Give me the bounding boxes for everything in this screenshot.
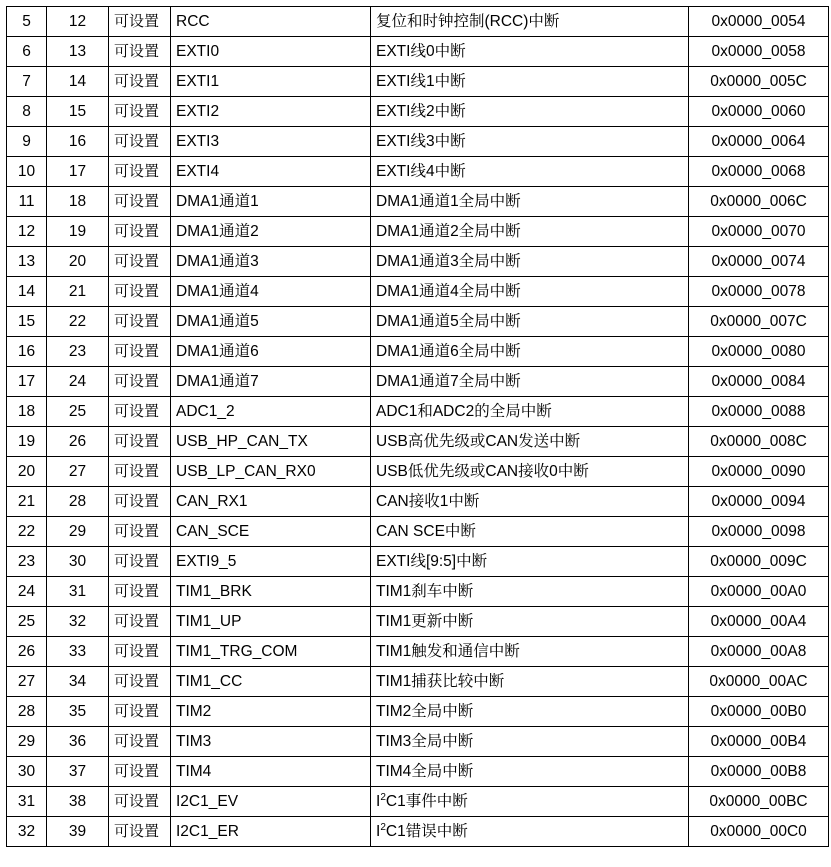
position-cell: 6 xyxy=(7,37,47,67)
priority-type-cell: 可设置 xyxy=(109,7,171,37)
priority-cell: 19 xyxy=(47,217,109,247)
description-superscript: 2 xyxy=(380,821,386,833)
priority-cell: 31 xyxy=(47,577,109,607)
table-row xyxy=(7,697,829,727)
priority-cell: 30 xyxy=(47,547,109,577)
priority-cell: 28 xyxy=(47,487,109,517)
priority-cell: 37 xyxy=(47,757,109,787)
position-cell: 30 xyxy=(7,757,47,787)
position-cell: 19 xyxy=(7,427,47,457)
description-cell xyxy=(371,817,689,847)
position-cell: 28 xyxy=(7,697,47,727)
vector-name-cell: TIM1_TRG_COM xyxy=(171,637,371,667)
vector-name-cell: TIM1_BRK xyxy=(171,577,371,607)
table-row xyxy=(7,337,829,367)
table-row xyxy=(7,547,829,577)
description-cell: TIM1捕获比较中断 xyxy=(371,667,689,697)
position-cell: 17 xyxy=(7,367,47,397)
position-cell: 22 xyxy=(7,517,47,547)
address-cell: 0x0000_0068 xyxy=(689,157,829,187)
address-cell: 0x0000_006C xyxy=(689,187,829,217)
address-cell: 0x0000_0074 xyxy=(689,247,829,277)
description-cell: DMA1通道3全局中断 xyxy=(371,247,689,277)
priority-type-cell: 可设置 xyxy=(109,757,171,787)
description-cell: DMA1通道6全局中断 xyxy=(371,337,689,367)
priority-cell: 34 xyxy=(47,667,109,697)
position-cell: 16 xyxy=(7,337,47,367)
address-cell: 0x0000_008C xyxy=(689,427,829,457)
vector-name-cell: ADC1_2 xyxy=(171,397,371,427)
description-superscript: 2 xyxy=(380,791,386,803)
priority-type-cell: 可设置 xyxy=(109,37,171,67)
position-cell: 8 xyxy=(7,97,47,127)
table-row xyxy=(7,37,829,67)
address-cell: 0x0000_0060 xyxy=(689,97,829,127)
vector-name-cell: DMA1通道3 xyxy=(171,247,371,277)
priority-type-cell: 可设置 xyxy=(109,367,171,397)
address-cell: 0x0000_0070 xyxy=(689,217,829,247)
address-cell: 0x0000_007C xyxy=(689,307,829,337)
priority-cell: 12 xyxy=(47,7,109,37)
vector-name-cell: DMA1通道6 xyxy=(171,337,371,367)
table-row xyxy=(7,817,829,847)
table-row xyxy=(7,397,829,427)
position-cell: 26 xyxy=(7,637,47,667)
priority-cell: 14 xyxy=(47,67,109,97)
vector-name-cell: EXTI1 xyxy=(171,67,371,97)
address-cell: 0x0000_0080 xyxy=(689,337,829,367)
table-row xyxy=(7,637,829,667)
position-cell: 12 xyxy=(7,217,47,247)
priority-type-cell: 可设置 xyxy=(109,67,171,97)
description-prefix: I xyxy=(376,793,381,810)
address-cell: 0x0000_00AC xyxy=(689,667,829,697)
priority-type-cell: 可设置 xyxy=(109,397,171,427)
priority-type-cell: 可设置 xyxy=(109,697,171,727)
priority-cell: 32 xyxy=(47,607,109,637)
table-row xyxy=(7,787,829,817)
address-cell: 0x0000_0088 xyxy=(689,397,829,427)
address-cell: 0x0000_0098 xyxy=(689,517,829,547)
vector-name-cell: TIM1_CC xyxy=(171,667,371,697)
vector-name-cell: DMA1通道1 xyxy=(171,187,371,217)
table-row xyxy=(7,157,829,187)
table-row xyxy=(7,367,829,397)
description-cell: DMA1通道1全局中断 xyxy=(371,187,689,217)
priority-cell: 18 xyxy=(47,187,109,217)
table-row xyxy=(7,97,829,127)
vector-name-cell: EXTI9_5 xyxy=(171,547,371,577)
position-cell: 5 xyxy=(7,7,47,37)
description-cell: TIM1更新中断 xyxy=(371,607,689,637)
table-row xyxy=(7,217,829,247)
priority-type-cell: 可设置 xyxy=(109,217,171,247)
description-cell xyxy=(371,787,689,817)
priority-type-cell: 可设置 xyxy=(109,457,171,487)
description-cell: TIM1触发和通信中断 xyxy=(371,637,689,667)
address-cell: 0x0000_00BC xyxy=(689,787,829,817)
position-cell: 7 xyxy=(7,67,47,97)
table-row xyxy=(7,247,829,277)
vector-name-cell: USB_HP_CAN_TX xyxy=(171,427,371,457)
position-cell: 23 xyxy=(7,547,47,577)
description-cell: TIM3全局中断 xyxy=(371,727,689,757)
address-cell: 0x0000_0058 xyxy=(689,37,829,67)
position-cell: 15 xyxy=(7,307,47,337)
position-cell: 31 xyxy=(7,787,47,817)
priority-cell: 16 xyxy=(47,127,109,157)
priority-type-cell: 可设置 xyxy=(109,727,171,757)
position-cell: 10 xyxy=(7,157,47,187)
description-cell: CAN接收1中断 xyxy=(371,487,689,517)
table-row xyxy=(7,127,829,157)
priority-type-cell: 可设置 xyxy=(109,517,171,547)
position-cell: 13 xyxy=(7,247,47,277)
vector-name-cell: CAN_SCE xyxy=(171,517,371,547)
description-cell: TIM4全局中断 xyxy=(371,757,689,787)
address-cell: 0x0000_00A4 xyxy=(689,607,829,637)
table-row xyxy=(7,577,829,607)
vector-name-cell: TIM1_UP xyxy=(171,607,371,637)
priority-cell: 21 xyxy=(47,277,109,307)
vector-name-cell: TIM3 xyxy=(171,727,371,757)
priority-type-cell: 可设置 xyxy=(109,247,171,277)
priority-cell: 39 xyxy=(47,817,109,847)
address-cell: 0x0000_00A8 xyxy=(689,637,829,667)
priority-cell: 26 xyxy=(47,427,109,457)
address-cell: 0x0000_00B8 xyxy=(689,757,829,787)
description-cell: ADC1和ADC2的全局中断 xyxy=(371,397,689,427)
priority-cell: 35 xyxy=(47,697,109,727)
priority-cell: 24 xyxy=(47,367,109,397)
table-row xyxy=(7,67,829,97)
position-cell: 21 xyxy=(7,487,47,517)
vector-name-cell: DMA1通道4 xyxy=(171,277,371,307)
vector-name-cell: TIM4 xyxy=(171,757,371,787)
description-cell: EXTI线1中断 xyxy=(371,67,689,97)
priority-type-cell: 可设置 xyxy=(109,817,171,847)
position-cell: 25 xyxy=(7,607,47,637)
priority-type-cell: 可设置 xyxy=(109,187,171,217)
description-cell: CAN SCE中断 xyxy=(371,517,689,547)
priority-type-cell: 可设置 xyxy=(109,427,171,457)
address-cell: 0x0000_0084 xyxy=(689,367,829,397)
vector-name-cell: EXTI2 xyxy=(171,97,371,127)
address-cell: 0x0000_0090 xyxy=(689,457,829,487)
position-cell: 14 xyxy=(7,277,47,307)
vector-name-cell: EXTI4 xyxy=(171,157,371,187)
priority-cell: 27 xyxy=(47,457,109,487)
description-cell: EXTI线[9:5]中断 xyxy=(371,547,689,577)
vector-name-cell: DMA1通道2 xyxy=(171,217,371,247)
description-text: C1错误中断 xyxy=(385,823,468,840)
description-cell: DMA1通道2全局中断 xyxy=(371,217,689,247)
priority-type-cell: 可设置 xyxy=(109,277,171,307)
table-row xyxy=(7,277,829,307)
priority-cell: 15 xyxy=(47,97,109,127)
vector-name-cell: RCC xyxy=(171,7,371,37)
priority-cell: 29 xyxy=(47,517,109,547)
position-cell: 20 xyxy=(7,457,47,487)
priority-type-cell: 可设置 xyxy=(109,307,171,337)
description-cell: USB低优先级或CAN接收0中断 xyxy=(371,457,689,487)
description-cell: DMA1通道7全局中断 xyxy=(371,367,689,397)
vector-name-cell: CAN_RX1 xyxy=(171,487,371,517)
description-cell: DMA1通道5全局中断 xyxy=(371,307,689,337)
address-cell: 0x0000_009C xyxy=(689,547,829,577)
address-cell: 0x0000_0078 xyxy=(689,277,829,307)
priority-cell: 33 xyxy=(47,637,109,667)
description-text: C1事件中断 xyxy=(385,793,468,810)
position-cell: 11 xyxy=(7,187,47,217)
description-cell: TIM1刹车中断 xyxy=(371,577,689,607)
priority-cell: 17 xyxy=(47,157,109,187)
address-cell: 0x0000_005C xyxy=(689,67,829,97)
priority-cell: 20 xyxy=(47,247,109,277)
priority-type-cell: 可设置 xyxy=(109,337,171,367)
table-row xyxy=(7,517,829,547)
priority-cell: 23 xyxy=(47,337,109,367)
address-cell: 0x0000_0094 xyxy=(689,487,829,517)
table-row xyxy=(7,487,829,517)
table-row xyxy=(7,457,829,487)
address-cell: 0x0000_0064 xyxy=(689,127,829,157)
table-row xyxy=(7,757,829,787)
priority-type-cell: 可设置 xyxy=(109,787,171,817)
priority-type-cell: 可设置 xyxy=(109,577,171,607)
vector-name-cell: EXTI3 xyxy=(171,127,371,157)
description-prefix: I xyxy=(376,823,381,840)
vector-name-cell: I2C1_EV xyxy=(171,787,371,817)
position-cell: 9 xyxy=(7,127,47,157)
vector-name-cell: DMA1通道7 xyxy=(171,367,371,397)
table-row xyxy=(7,727,829,757)
address-cell: 0x0000_00B4 xyxy=(689,727,829,757)
vector-name-cell: EXTI0 xyxy=(171,37,371,67)
priority-type-cell: 可设置 xyxy=(109,637,171,667)
priority-type-cell: 可设置 xyxy=(109,487,171,517)
position-cell: 27 xyxy=(7,667,47,697)
priority-cell: 38 xyxy=(47,787,109,817)
table-row xyxy=(7,187,829,217)
description-cell: DMA1通道4全局中断 xyxy=(371,277,689,307)
table-row xyxy=(7,427,829,457)
priority-type-cell: 可设置 xyxy=(109,97,171,127)
address-cell: 0x0000_0054 xyxy=(689,7,829,37)
address-cell: 0x0000_00B0 xyxy=(689,697,829,727)
description-cell: EXTI线0中断 xyxy=(371,37,689,67)
vector-name-cell: TIM2 xyxy=(171,697,371,727)
vector-name-cell: DMA1通道5 xyxy=(171,307,371,337)
position-cell: 18 xyxy=(7,397,47,427)
description-cell: USB高优先级或CAN发送中断 xyxy=(371,427,689,457)
priority-cell: 13 xyxy=(47,37,109,67)
table-row xyxy=(7,607,829,637)
description-cell: TIM2全局中断 xyxy=(371,697,689,727)
position-cell: 29 xyxy=(7,727,47,757)
priority-cell: 25 xyxy=(47,397,109,427)
priority-type-cell: 可设置 xyxy=(109,607,171,637)
description-cell: 复位和时钟控制(RCC)中断 xyxy=(371,7,689,37)
position-cell: 24 xyxy=(7,577,47,607)
address-cell: 0x0000_00A0 xyxy=(689,577,829,607)
priority-type-cell: 可设置 xyxy=(109,157,171,187)
priority-type-cell: 可设置 xyxy=(109,547,171,577)
position-cell: 32 xyxy=(7,817,47,847)
table-row xyxy=(7,667,829,697)
priority-cell: 36 xyxy=(47,727,109,757)
description-cell: EXTI线2中断 xyxy=(371,97,689,127)
priority-cell: 22 xyxy=(47,307,109,337)
description-cell: EXTI线3中断 xyxy=(371,127,689,157)
priority-type-cell: 可设置 xyxy=(109,667,171,697)
table-body xyxy=(7,7,829,847)
vector-name-cell: I2C1_ER xyxy=(171,817,371,847)
priority-type-cell: 可设置 xyxy=(109,127,171,157)
description-cell: EXTI线4中断 xyxy=(371,157,689,187)
vector-name-cell: USB_LP_CAN_RX0 xyxy=(171,457,371,487)
table-row xyxy=(7,7,829,37)
table-row xyxy=(7,307,829,337)
address-cell: 0x0000_00C0 xyxy=(689,817,829,847)
interrupt-vector-table xyxy=(6,6,829,847)
